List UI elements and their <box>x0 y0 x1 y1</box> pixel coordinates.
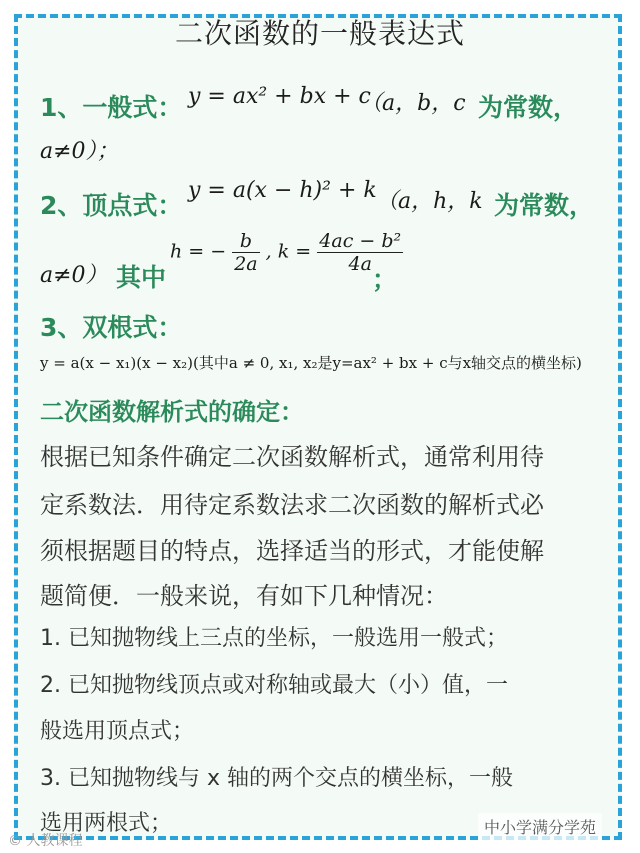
item2-end: ； <box>372 265 398 294</box>
item2-label: 2、顶点式： <box>40 191 183 220</box>
section-line: 选用两根式； <box>40 811 173 836</box>
section-line: 1. 已知抛物线上三点的坐标，一般选用一般式； <box>40 626 508 651</box>
section-line: 定系数法．用待定系数法求二次函数的解析式必 <box>40 491 544 519</box>
section-heading: 二次函数解析式的确定： <box>40 398 304 426</box>
brand-badge: 中小学满分学苑 <box>478 813 602 840</box>
k-equals: , k = <box>265 240 312 263</box>
item3-label: 3、双根式： <box>40 313 183 342</box>
watermark-logo: © 人教课程 <box>8 833 83 849</box>
h-numerator: b <box>232 230 259 253</box>
item2-condition: 为常数， <box>494 191 595 220</box>
item2-formula: y = a(x − h)² + k <box>188 178 377 203</box>
h-equals: h = − <box>170 240 227 263</box>
item1-constants: （a，b，c <box>360 91 466 116</box>
item1-nonzero: a≠0）； <box>40 139 119 164</box>
item3-formula: y = a(x − x₁)(x − x₂)(其中a ≠ 0, x₁, x₂是y=ax² + bx + c与x轴交点的横坐标) <box>40 354 582 372</box>
section-line: 须根据题目的特点，选择适当的形式，才能使解 <box>40 537 544 565</box>
k-numerator: 4ac − b² <box>319 230 402 252</box>
k-denominator: 4a <box>348 253 372 275</box>
vertex-formulas <box>170 230 403 275</box>
section-line: 题简便．一般来说，有如下几种情况： <box>40 582 448 610</box>
item1-formula: y = ax² + bx + c <box>188 84 371 109</box>
section-line: 般选用顶点式； <box>40 719 195 744</box>
item2-where: 其中 <box>116 263 167 292</box>
section-line: 3. 已知抛物线与 x 轴的两个交点的横坐标，一般 <box>40 766 513 791</box>
section-line: 根据已知条件确定二次函数解析式，通常利用待 <box>40 443 544 471</box>
h-denominator: 2a <box>234 253 258 275</box>
section-line: 2. 已知抛物线顶点或对称轴或最大（小）值，一 <box>40 673 508 698</box>
item2-constants: （a，h，k <box>376 189 483 214</box>
page-title: 二次函数的一般表达式 <box>174 17 465 50</box>
item1-label: 1、一般式： <box>40 93 183 122</box>
item1-condition: 为常数， <box>478 93 579 122</box>
h-fraction <box>232 230 259 275</box>
item2-nonzero: a≠0） <box>40 263 108 288</box>
